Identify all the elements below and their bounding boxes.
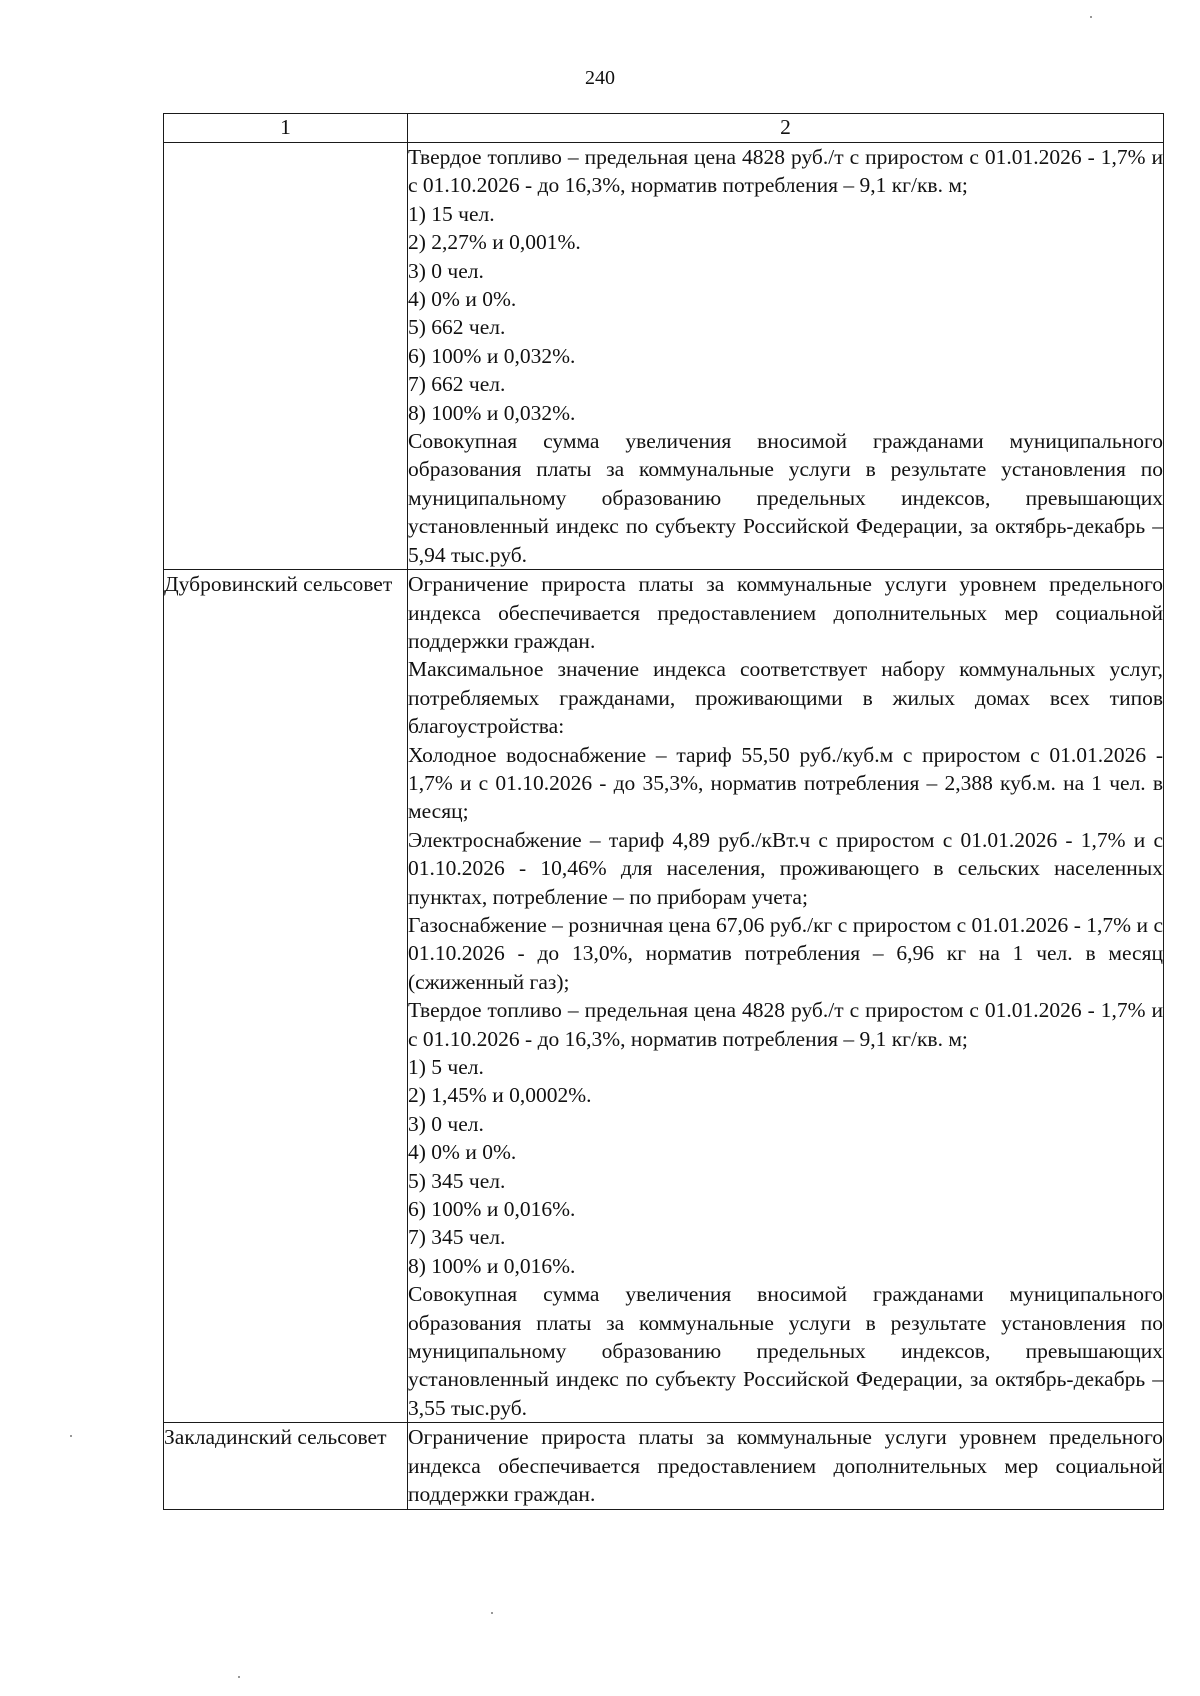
municipality-name-cell	[164, 143, 408, 570]
description-paragraph: 8) 100% и 0,016%.	[408, 1253, 576, 1278]
description-paragraph: Газоснабжение – розничная цена 67,06 руб./кг с приростом с 01.01.2026 - 1,7% и с 01.10.2026 - до 13,0%, норматив потребления – 6,96 кг на 1 чел. в месяц (сжиженный газ);	[408, 912, 1163, 994]
description-paragraph: 3) 0 чел.	[408, 1111, 484, 1136]
description-cell	[408, 143, 1164, 570]
description-cell	[408, 1423, 1164, 1509]
description-paragraph: 6) 100% и 0,032%.	[408, 343, 576, 368]
description-paragraph: Ограничение прироста платы за коммунальные услуги уровнем предельного индекса обеспечивается предоставлением дополнительных мер социальной поддержки граждан.	[408, 572, 1163, 653]
description-paragraph: 2) 2,27% и 0,001%.	[408, 230, 581, 255]
description-paragraph: 3) 0 чел.	[408, 258, 484, 283]
table-row	[164, 1423, 1164, 1509]
description-paragraph: Твердое топливо – предельная цена 4828 руб./т с приростом с 01.01.2026 - 1,7% и с 01.10.2026 - до 16,3%, норматив потребления – 9,1 кг/кв. м;	[408, 998, 1163, 1051]
description-paragraph: Холодное водоснабжение – тариф 55,50 руб./куб.м с приростом с 01.01.2026 - 1,7% и с 01.10.2026 - до 35,3%, норматив потребления – 2,388 куб.м. на 1 чел. в месяц;	[408, 742, 1163, 824]
description-paragraph: 5) 345 чел.	[408, 1168, 506, 1193]
description-paragraph: 7) 345 чел.	[408, 1225, 506, 1250]
municipality-name-cell: Дубровинский сельсовет	[164, 570, 408, 1423]
description-paragraph: Совокупная сумма увеличения вносимой гражданами муниципального образования платы за коммунальные услуги в результате установления по муниципальному образованию предельных индексов, превышающих установленный индекс по субъекту Российской Федерации, за октябрь-декабрь – 3,55 тыс.руб.	[408, 1282, 1163, 1420]
description-paragraph: Ограничение прироста платы за коммунальные услуги уровнем предельного индекса обеспечивается предоставлением дополнительных мер социальной поддержки граждан.	[408, 1425, 1163, 1507]
scan-speck	[491, 1612, 493, 1614]
municipality-name-cell: Закладинский сельсовет	[164, 1423, 408, 1509]
table-row	[164, 570, 1164, 1423]
description-paragraph: Совокупная сумма увеличения вносимой гражданами муниципального образования платы за коммунальные услуги в результате установления по муниципальному образованию предельных индексов, превышающих установленный индекс по субъекту Российской Федерации, за октябрь-декабрь – 5,94 тыс.руб.	[408, 429, 1163, 567]
scan-speck	[1090, 16, 1092, 18]
description-paragraph: 7) 662 чел.	[408, 372, 506, 397]
description-paragraph: Максимальное значение индекса соответствует набору коммунальных услуг, потребляемых гражданами, проживающими в жилых домах всех типов благоустройства:	[408, 657, 1163, 739]
column-header: 2	[408, 114, 1164, 143]
column-header: 1	[164, 114, 408, 143]
table-header-row	[164, 114, 1164, 143]
page-number: 240	[585, 67, 615, 89]
table-row	[164, 143, 1164, 570]
description-paragraph: 1) 15 чел.	[408, 201, 495, 226]
description-paragraph: 2) 1,45% и 0,0002%.	[408, 1083, 592, 1108]
description-paragraph: 8) 100% и 0,032%.	[408, 400, 576, 425]
description-paragraph: 4) 0% и 0%.	[408, 1140, 517, 1165]
description-paragraph: Электроснабжение – тариф 4,89 руб./кВт.ч с приростом с 01.01.2026 - 1,7% и с 01.10.2026 - 10,46% для населения, проживающего в сельских населенных пунктах, потребление – по приборам учета;	[408, 827, 1163, 909]
description-cell	[408, 570, 1164, 1423]
scan-speck	[70, 1435, 72, 1437]
scan-speck	[238, 1676, 240, 1678]
description-paragraph: 6) 100% и 0,016%.	[408, 1197, 576, 1222]
description-paragraph: Твердое топливо – предельная цена 4828 руб./т с приростом с 01.01.2026 - 1,7% и с 01.10.2026 - до 16,3%, норматив потребления – 9,1 кг/кв. м;	[408, 145, 1163, 198]
description-paragraph: 4) 0% и 0%.	[408, 287, 517, 312]
description-paragraph: 1) 5 чел.	[408, 1055, 484, 1079]
description-paragraph: 5) 662 чел.	[408, 315, 506, 340]
document-table	[163, 113, 1164, 1510]
